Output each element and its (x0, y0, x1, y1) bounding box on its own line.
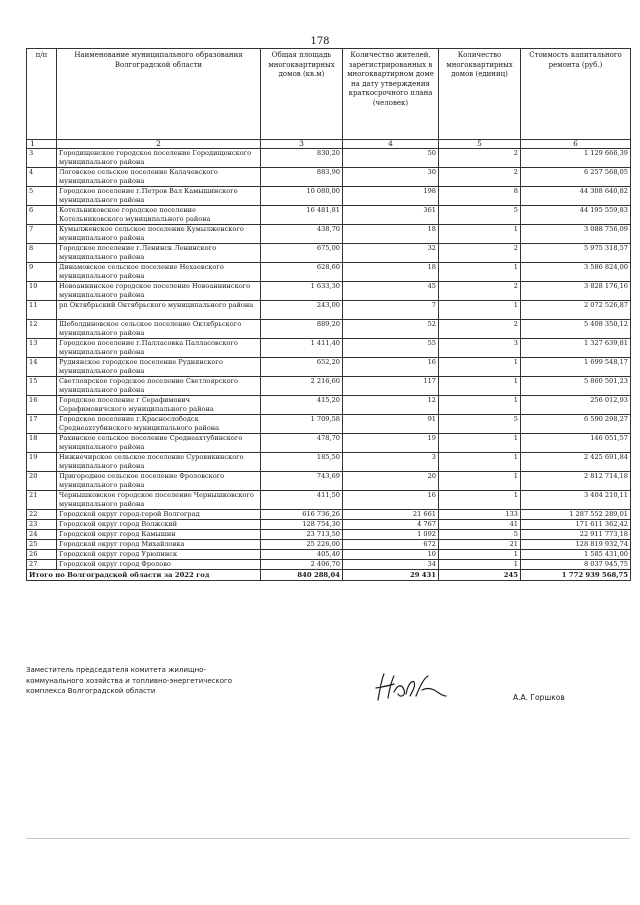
column-number-row (27, 140, 631, 149)
table-row (27, 187, 631, 206)
table-row (27, 206, 631, 225)
row-area: 830,20 (261, 149, 343, 168)
row-houses: 133 (439, 510, 521, 520)
row-houses: 2 (439, 149, 521, 168)
row-houses: 2 (439, 168, 521, 187)
row-area: 478,70 (261, 434, 343, 453)
total-row (27, 570, 631, 581)
row-name: Городской округ город-герой Волгоград (57, 510, 261, 520)
row-name: Кумылженское сельское поселение Кумылженского муниципального района (57, 225, 261, 244)
table-row (27, 225, 631, 244)
row-number: 8 (27, 244, 57, 263)
row-area: 438,70 (261, 225, 343, 244)
row-residents: 34 (343, 560, 439, 570)
row-residents: 45 (343, 282, 439, 301)
header-name: Наименование муниципального образования Волгоградской области (57, 49, 261, 140)
row-residents: 18 (343, 263, 439, 282)
row-area: 16 481,81 (261, 206, 343, 225)
row-number: 23 (27, 520, 57, 530)
table-row (27, 560, 631, 570)
handwritten-signature (372, 670, 452, 710)
row-residents: 21 661 (343, 510, 439, 520)
table-row (27, 453, 631, 472)
row-area: 2 216,60 (261, 377, 343, 396)
column-number: 2 (57, 140, 261, 149)
row-cost: 2 425 691,84 (521, 453, 631, 472)
row-area: 883,90 (261, 168, 343, 187)
row-cost: 3 088 756,09 (521, 225, 631, 244)
signatory-position (26, 665, 232, 697)
table-row (27, 244, 631, 263)
row-name: Городской округ город Фролово (57, 560, 261, 570)
table-row (27, 320, 631, 339)
row-cost: 6 590 298,27 (521, 415, 631, 434)
row-residents: 55 (343, 339, 439, 358)
row-cost: 1 129 666,39 (521, 149, 631, 168)
table-row (27, 491, 631, 510)
header-cost: Стоимость капитального ремонта (руб.) (521, 49, 631, 140)
row-number: 6 (27, 206, 57, 225)
row-area: 616 736,26 (261, 510, 343, 520)
row-area: 1 633,30 (261, 282, 343, 301)
table-row (27, 530, 631, 540)
row-residents: 672 (343, 540, 439, 550)
table-row (27, 396, 631, 415)
row-area: 1 411,40 (261, 339, 343, 358)
signatory-position-line: коммунального хозяйства и топливно-энергетического (26, 676, 232, 685)
row-houses: 1 (439, 396, 521, 415)
row-area: 185,50 (261, 453, 343, 472)
signatory-name: А.А. Горшков (513, 693, 565, 702)
row-name: Логовское сельское поселение Калачевского муниципального района (57, 168, 261, 187)
row-cost: 128 819 932,74 (521, 540, 631, 550)
table-body (27, 149, 631, 570)
row-number: 7 (27, 225, 57, 244)
row-number: 9 (27, 263, 57, 282)
row-number: 18 (27, 434, 57, 453)
row-name: Чернышковское городское поселение Чернышковского муниципального района (57, 491, 261, 510)
row-number: 12 (27, 320, 57, 339)
row-houses: 2 (439, 320, 521, 339)
table-row (27, 358, 631, 377)
row-houses: 41 (439, 520, 521, 530)
row-residents: 7 (343, 301, 439, 320)
row-cost: 44 195 559,83 (521, 206, 631, 225)
table-row (27, 472, 631, 491)
row-number: 26 (27, 550, 57, 560)
row-name: Городское поселение г.Ленинск Ленинского муниципального района (57, 244, 261, 263)
row-residents: 16 (343, 491, 439, 510)
row-houses: 1 (439, 560, 521, 570)
row-residents: 12 (343, 396, 439, 415)
row-name: Городское поселение г.Краснослободск Среднеахтубинского муниципального района (57, 415, 261, 434)
row-residents: 50 (343, 149, 439, 168)
column-number: 1 (27, 140, 57, 149)
row-name: рп Октябрьский Октябрьского муниципального района (57, 301, 261, 320)
row-cost: 2 812 714,18 (521, 472, 631, 491)
row-residents: 16 (343, 358, 439, 377)
row-houses: 1 (439, 491, 521, 510)
row-area: 889,20 (261, 320, 343, 339)
row-residents: 20 (343, 472, 439, 491)
table-row (27, 377, 631, 396)
row-number: 4 (27, 168, 57, 187)
row-number: 21 (27, 491, 57, 510)
row-houses: 1 (439, 434, 521, 453)
header-num: п/п (27, 49, 57, 140)
row-cost: 171 611 362,42 (521, 520, 631, 530)
row-residents: 361 (343, 206, 439, 225)
row-name: Руднянское городское поселение Руднянского муниципального района (57, 358, 261, 377)
row-number: 11 (27, 301, 57, 320)
row-cost: 146 051,57 (521, 434, 631, 453)
row-number: 22 (27, 510, 57, 520)
row-cost: 6 257 568,05 (521, 168, 631, 187)
column-number: 4 (343, 140, 439, 149)
row-cost: 22 911 773,18 (521, 530, 631, 540)
row-number: 5 (27, 187, 57, 206)
total-residents: 29 431 (343, 570, 439, 581)
row-name: Городской округ город Урюпинск (57, 550, 261, 560)
row-area: 243,00 (261, 301, 343, 320)
row-cost: 1 327 639,81 (521, 339, 631, 358)
total-cost: 1 772 939 568,75 (521, 570, 631, 581)
row-number: 19 (27, 453, 57, 472)
row-residents: 1 092 (343, 530, 439, 540)
row-houses: 1 (439, 301, 521, 320)
row-houses: 1 (439, 263, 521, 282)
header-houses: Количество многоквартирных домов (единиц) (439, 49, 521, 140)
row-houses: 2 (439, 244, 521, 263)
row-houses: 1 (439, 377, 521, 396)
row-number: 24 (27, 530, 57, 540)
row-number: 13 (27, 339, 57, 358)
header-area: Общая площадь многоквартирных домов (кв.м) (261, 49, 343, 140)
table-row (27, 415, 631, 434)
row-number: 20 (27, 472, 57, 491)
row-name: Городищенское городское поселение Городищенского муниципального района (57, 149, 261, 168)
row-cost: 256 012,93 (521, 396, 631, 415)
row-number: 3 (27, 149, 57, 168)
row-cost: 5 860 501,23 (521, 377, 631, 396)
row-residents: 3 (343, 453, 439, 472)
row-area: 1 709,58 (261, 415, 343, 434)
header-residents: Количество жителей, зарегистрированных в многоквартирном доме на дату утверждения краткосрочного плана (человек) (343, 49, 439, 140)
row-area: 675,00 (261, 244, 343, 263)
signatory-position-line: комплекса Волгоградской области (26, 687, 156, 695)
row-houses: 1 (439, 358, 521, 377)
row-houses: 5 (439, 530, 521, 540)
row-name: Котельниковское городское поселение Котельниковского муниципального района (57, 206, 261, 225)
row-name: Городское поселение г.Палласовка Палласовского муниципального района (57, 339, 261, 358)
row-area: 2 406,70 (261, 560, 343, 570)
row-residents: 117 (343, 377, 439, 396)
table-row (27, 434, 631, 453)
table-row (27, 510, 631, 520)
row-name: Городской округ город Камышин (57, 530, 261, 540)
row-houses: 1 (439, 472, 521, 491)
row-name: Городской округ город Волжский (57, 520, 261, 530)
row-number: 17 (27, 415, 57, 434)
signatory-position-line: Заместитель председателя комитета жилищно- (26, 666, 206, 674)
column-number: 6 (521, 140, 631, 149)
row-number: 16 (27, 396, 57, 415)
table-row (27, 550, 631, 560)
row-residents: 30 (343, 168, 439, 187)
municipal-repair-table (26, 48, 631, 581)
row-residents: 4 767 (343, 520, 439, 530)
row-houses: 5 (439, 206, 521, 225)
row-name: Нижнечирское сельское поселение Суровикинского муниципального района (57, 453, 261, 472)
row-area: 415,20 (261, 396, 343, 415)
table-row (27, 263, 631, 282)
row-residents: 198 (343, 187, 439, 206)
row-name: Шеболдиновское сельское поселение Октябрьского муниципального района (57, 320, 261, 339)
row-residents: 19 (343, 434, 439, 453)
row-cost: 1 287 552 289,01 (521, 510, 631, 520)
row-name: Городской округ город Михайловка (57, 540, 261, 550)
row-houses: 8 (439, 187, 521, 206)
row-cost: 2 072 526,87 (521, 301, 631, 320)
row-area: 25 226,00 (261, 540, 343, 550)
total-area: 840 288,04 (261, 570, 343, 581)
table-row (27, 339, 631, 358)
row-houses: 1 (439, 225, 521, 244)
table-row (27, 149, 631, 168)
table-row (27, 520, 631, 530)
row-cost: 1 699 548,17 (521, 358, 631, 377)
row-number: 14 (27, 358, 57, 377)
row-name: Рахинское сельское поселение Среднеахтубинского муниципального района (57, 434, 261, 453)
row-houses: 3 (439, 339, 521, 358)
row-residents: 10 (343, 550, 439, 560)
table-row (27, 282, 631, 301)
row-name: Городское поселение г.Петров Вал Камышинского муниципального района (57, 187, 261, 206)
row-houses: 1 (439, 550, 521, 560)
row-area: 128 754,30 (261, 520, 343, 530)
row-houses: 1 (439, 453, 521, 472)
row-area: 652,20 (261, 358, 343, 377)
row-name: Новоаннинское городское поселение Новоаннинского муниципального района (57, 282, 261, 301)
row-area: 411,50 (261, 491, 343, 510)
row-number: 15 (27, 377, 57, 396)
row-cost: 1 585 431,00 (521, 550, 631, 560)
row-cost: 3 586 824,00 (521, 263, 631, 282)
row-cost: 8 037 945,75 (521, 560, 631, 570)
row-cost: 3 828 176,16 (521, 282, 631, 301)
row-houses: 5 (439, 415, 521, 434)
row-area: 743,69 (261, 472, 343, 491)
row-area: 628,60 (261, 263, 343, 282)
table-row (27, 168, 631, 187)
row-number: 10 (27, 282, 57, 301)
row-residents: 91 (343, 415, 439, 434)
row-cost: 5 408 350,12 (521, 320, 631, 339)
total-houses: 245 (439, 570, 521, 581)
row-area: 23 713,50 (261, 530, 343, 540)
row-area: 405,40 (261, 550, 343, 560)
row-residents: 18 (343, 225, 439, 244)
row-number: 25 (27, 540, 57, 550)
row-houses: 2 (439, 282, 521, 301)
row-cost: 3 404 210,11 (521, 491, 631, 510)
divider (26, 838, 630, 839)
table-row (27, 540, 631, 550)
column-number: 5 (439, 140, 521, 149)
row-name: Городское поселение г Серафимович Серафимовичского муниципального района (57, 396, 261, 415)
row-name: Светлоярское городское поселение Светлоярского муниципального района (57, 377, 261, 396)
row-houses: 21 (439, 540, 521, 550)
page-number: 178 (310, 36, 330, 47)
column-number: 3 (261, 140, 343, 149)
row-residents: 52 (343, 320, 439, 339)
row-residents: 32 (343, 244, 439, 263)
row-cost: 44 308 640,82 (521, 187, 631, 206)
row-cost: 5 975 318,57 (521, 244, 631, 263)
table-row (27, 301, 631, 320)
row-number: 27 (27, 560, 57, 570)
row-area: 10 080,00 (261, 187, 343, 206)
total-label: Итого по Волгоградской области за 2022 год (27, 570, 261, 581)
row-name: Динамовское сельское поселение Нехаевского муниципального района (57, 263, 261, 282)
row-name: Пригородное сельское поселение Фроловского муниципального района (57, 472, 261, 491)
